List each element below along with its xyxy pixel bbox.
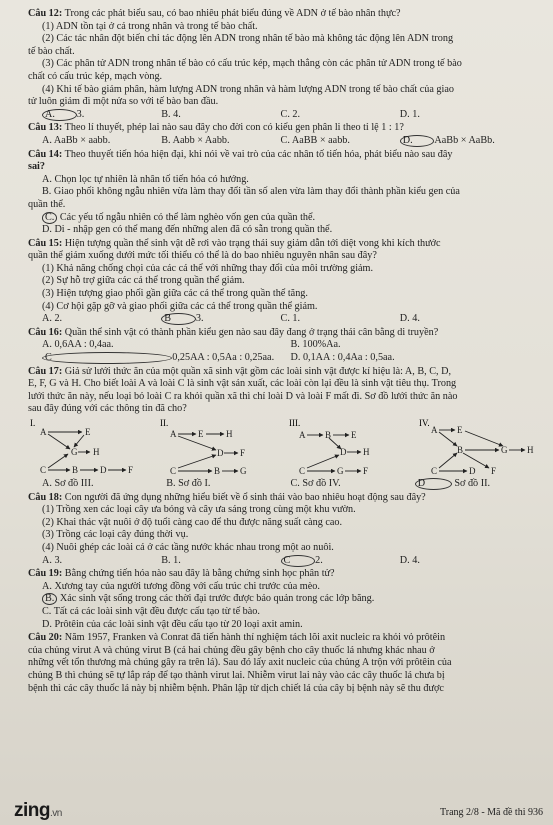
answer-options bbox=[28, 313, 539, 326]
question-stem-continued: của chủng virut A và chủng virut B (cả hai chủng đều gây bệnh cho cây thuốc lá nhưng khác nhau ở bbox=[28, 644, 435, 656]
option-c[interactable]: C. Sơ đồ IV. bbox=[290, 478, 341, 489]
question-stem-continued: bệnh thì các cây thuốc lá này bị nhiễm bệnh. Phân lập từ dịch chiết lá của cây bị bệnh này sẽ thu được bbox=[28, 682, 444, 694]
option-text: Sơ đồ II. bbox=[451, 478, 491, 489]
answer-options bbox=[28, 478, 539, 491]
option-c[interactable] bbox=[281, 555, 400, 568]
svg-text:H: H bbox=[363, 447, 370, 457]
svg-text:H: H bbox=[93, 447, 100, 457]
question-stem: Hiện tượng quần thể sinh vật dễ rơi vào trạng thái suy giảm dẫn tới diệt vong khi kích thước bbox=[64, 237, 441, 249]
diagram-label: IV. bbox=[418, 418, 430, 428]
statement: (3) Trồng các loại cây đúng thời vụ. bbox=[42, 529, 189, 541]
circled-answer-mark: A. bbox=[42, 109, 77, 121]
svg-text:F: F bbox=[363, 466, 369, 476]
svg-text:G: G bbox=[337, 466, 344, 476]
diagram-label: III. bbox=[289, 418, 301, 428]
answer-options bbox=[28, 555, 539, 568]
food-web-diagram-4 bbox=[417, 418, 539, 478]
question-stem: Theo lí thuyết, phép lai nào sau đây cho đời con có kiểu gen phân li theo tỉ lệ 1 : 1? bbox=[64, 122, 404, 134]
option-a[interactable]: A. Sơ đồ III. bbox=[42, 478, 94, 489]
svg-text:E: E bbox=[351, 430, 357, 440]
question-number: Câu 18: bbox=[28, 491, 63, 503]
option-d[interactable]: D. 1. bbox=[399, 108, 420, 120]
option-a[interactable]: A. Chọn lọc tự nhiên là nhân tố tiến hóa có hướng. bbox=[42, 173, 249, 185]
question-stem-continued: sau đây đúng với các thông tin đã cho? bbox=[28, 403, 187, 415]
question-stem-continued: chủng B thì chúng sẽ tự lắp ráp để tạo thành virut lai. Nhiễm virut lai này vào các cây thuốc lá chưa bị bbox=[28, 669, 445, 681]
statement: (2) Khai thác vật nuôi ở độ tuổi càng cao để thu được năng suất càng cao. bbox=[42, 516, 343, 528]
question-number: Câu 12: bbox=[28, 8, 63, 19]
question-14 bbox=[28, 149, 539, 237]
logo-text: zing bbox=[14, 800, 50, 822]
question-stem-continued: sai? bbox=[28, 161, 45, 173]
food-web-diagram-2 bbox=[158, 418, 280, 478]
statement: (2) Sự hỗ trợ giữa các cá thể trong quần thể giảm. bbox=[42, 275, 245, 287]
question-stem-continued: quần thể giảm xuống dưới mức tối thiểu có thể là do bao nhiêu nguyên nhân sau đây? bbox=[28, 250, 377, 262]
svg-text:C: C bbox=[169, 466, 176, 476]
page-footer bbox=[0, 801, 553, 825]
question-13 bbox=[28, 122, 539, 147]
svg-text:F: F bbox=[239, 448, 245, 458]
question-stem: Theo thuyết tiến hóa hiện đại, khi nói về vai trò của các nhân tố tiến hóa, phát biểu nào sau đây bbox=[64, 148, 453, 160]
option-d[interactable]: D. 4. bbox=[399, 313, 420, 325]
statement: (3) Hiện tượng giao phối gần giữa các cá thể trong quần thể tăng. bbox=[42, 288, 308, 300]
zing-logo bbox=[14, 800, 62, 822]
svg-text:B: B bbox=[213, 466, 220, 476]
option-b[interactable]: B. Aabb × Aabb. bbox=[161, 134, 230, 146]
question-15 bbox=[28, 238, 539, 326]
question-number: Câu 17: bbox=[28, 365, 63, 377]
option-b[interactable]: B. 4. bbox=[161, 108, 181, 120]
question-stem: Con người đã ứng dụng những hiểu biết về ổ sinh thái vào bao nhiêu hoạt động sau đây? bbox=[64, 491, 426, 503]
option-b-continued: quần thể. bbox=[28, 198, 66, 210]
circled-answer-mark: D bbox=[415, 478, 452, 490]
svg-text:D: D bbox=[468, 466, 476, 476]
svg-text:C: C bbox=[430, 466, 437, 476]
option-a[interactable]: A. Xương tay của người tương đồng với cấu trúc chi trước của mèo. bbox=[42, 580, 320, 592]
question-19 bbox=[28, 568, 539, 631]
svg-text:A: A bbox=[169, 429, 177, 439]
svg-text:A: A bbox=[430, 425, 438, 435]
svg-text:F: F bbox=[128, 465, 134, 475]
svg-text:H: H bbox=[225, 429, 233, 439]
question-number: Câu 15: bbox=[28, 237, 63, 249]
svg-text:A: A bbox=[299, 430, 306, 440]
question-stem: Bằng chứng tiến hóa nào sau đây là bằng chứng sinh học phân tử? bbox=[64, 568, 335, 580]
statement: (4) Cơ hội gặp gỡ và giao phối giữa các cá thể trong quần thể giảm. bbox=[42, 300, 318, 312]
option-text: 3. bbox=[76, 108, 85, 120]
svg-text:G: G bbox=[500, 445, 508, 455]
circled-answer-mark: C. bbox=[42, 212, 57, 224]
option-d[interactable]: D. Di - nhập gen có thể mang đến những alen đã có sẵn trong quần thể. bbox=[42, 224, 333, 236]
option-text: 3. bbox=[195, 313, 204, 325]
question-number: Câu 19: bbox=[28, 568, 63, 580]
option-b[interactable]: B. Giao phối không ngẫu nhiên vừa làm thay đổi tần số alen vừa làm thay đổi thành phần kiểu gen của bbox=[42, 186, 460, 198]
statement: (1) ADN tồn tại ở cả trong nhân và trong tế bào chất. bbox=[42, 20, 258, 32]
svg-text:C: C bbox=[40, 465, 47, 475]
option-c[interactable] bbox=[42, 352, 291, 365]
svg-text:G: G bbox=[239, 466, 247, 476]
svg-text:E: E bbox=[197, 429, 204, 439]
option-d[interactable]: D. 4. bbox=[399, 554, 420, 566]
svg-text:D: D bbox=[340, 447, 347, 457]
statement: (1) Khả năng chống chọi của các cá thể với những thay đổi của môi trường giảm. bbox=[42, 262, 374, 274]
question-stem-continued: lưới thức ăn này, nếu loại bỏ loài C ra khỏi quần xã thì chỉ loài D và loài F mất đi. Sơ đồ lưới thức ăn nào bbox=[28, 390, 458, 402]
statement: (2) Các tác nhân đột biến chỉ tác động lên ADN trong nhân tế bào mà không tác động lên ADN trong bbox=[42, 33, 454, 45]
option-a[interactable]: A. AaBb × aabb. bbox=[42, 134, 111, 146]
statement: (4) Khi tế bào giảm phân, hàm lượng ADN trong nhân và hàm lượng ADN trong tế bào chất của giao bbox=[42, 83, 454, 95]
svg-text:H: H bbox=[526, 445, 534, 455]
option-text: Xác sinh vật sống trong các thời đại trước được bảo quản trong các lớp băng. bbox=[57, 593, 375, 605]
option-text: Các yếu tố ngẫu nhiên có thể làm nghèo vốn gen của quần thể. bbox=[57, 211, 316, 223]
svg-text:B: B bbox=[325, 430, 332, 440]
circled-answer-mark: C bbox=[281, 555, 316, 567]
option-d[interactable] bbox=[400, 135, 519, 148]
statement-continued: tử luôn giảm đi một nửa so với tế bào ban đầu. bbox=[28, 96, 219, 108]
answer-options bbox=[28, 135, 539, 148]
svg-text:E: E bbox=[85, 427, 91, 437]
statement-continued: tế bào chất. bbox=[28, 45, 75, 57]
option-b[interactable] bbox=[28, 593, 539, 606]
option-b[interactable] bbox=[161, 313, 280, 326]
option-c[interactable]: C. 2. bbox=[280, 108, 301, 120]
food-web-diagram-1 bbox=[28, 418, 150, 478]
question-17 bbox=[28, 366, 539, 491]
food-web-diagrams bbox=[28, 418, 539, 478]
answer-options bbox=[28, 352, 539, 365]
question-stem: Giả sử lưới thức ăn của một quần xã sinh vật gồm các loài sinh vật được kí hiệu là: A, B, C, D, bbox=[64, 365, 452, 377]
option-a[interactable]: A. 2. bbox=[42, 313, 63, 325]
food-web-diagram-3 bbox=[287, 418, 409, 478]
option-d[interactable] bbox=[415, 478, 539, 491]
circled-answer-mark: B bbox=[161, 313, 196, 325]
statement-continued: chất có cấu trúc kép, mạch vòng. bbox=[28, 70, 163, 82]
question-number: Câu 16: bbox=[28, 326, 63, 338]
question-number: Câu 14: bbox=[28, 148, 63, 160]
question-number: Câu 13: bbox=[28, 122, 63, 134]
svg-text:D: D bbox=[100, 465, 107, 475]
svg-text:F: F bbox=[490, 466, 496, 476]
option-text: AaBb × AaBb. bbox=[434, 134, 495, 146]
logo-suffix: .vn bbox=[50, 808, 62, 820]
svg-text:C: C bbox=[299, 466, 306, 476]
option-a[interactable]: A. 3. bbox=[42, 554, 63, 566]
svg-text:B: B bbox=[72, 465, 79, 475]
svg-text:E: E bbox=[456, 425, 463, 435]
answer-options bbox=[28, 339, 539, 352]
svg-text:D: D bbox=[216, 448, 224, 458]
question-stem: Quần thể sinh vật có thành phần kiểu gen nào sau đây đang ở trạng thái cân bằng di truyền? bbox=[64, 326, 439, 338]
option-c[interactable]: C. 1. bbox=[280, 313, 301, 325]
option-d[interactable]: D. 0,1AA : 0,4Aa : 0,5aa. bbox=[290, 352, 395, 364]
question-stem: Trong các phát biểu sau, có bao nhiêu phát biểu đúng về ADN ở tế bào nhân thực? bbox=[64, 8, 401, 19]
option-b[interactable]: B. Sơ đồ I. bbox=[166, 478, 211, 489]
option-a[interactable]: A. 0,6AA : 0,4aa. bbox=[42, 339, 114, 351]
svg-text:A: A bbox=[40, 427, 47, 437]
question-stem-continued: những vết tổn thương mà chúng gây ra trên lá). Sau đó lấy axit nucleic của chủng A trộn với prôtêin của bbox=[28, 657, 452, 669]
option-c[interactable]: C. Tất cả các loài sinh vật đều được cấu tạo từ tế bào. bbox=[42, 605, 260, 617]
question-stem: Năm 1957, Franken và Conrat đã tiến hành thí nghiệm tách lõi axit nucleic ra khỏi vỏ prôtêin bbox=[64, 632, 446, 644]
option-a[interactable] bbox=[42, 109, 161, 122]
circled-answer-mark: B. bbox=[42, 593, 57, 605]
diagram-label: II. bbox=[159, 418, 168, 428]
svg-text:G: G bbox=[71, 447, 78, 457]
page-info: Trang 2/8 - Mã đề thi 936 bbox=[440, 806, 543, 818]
diagram-label: I. bbox=[30, 418, 36, 428]
question-12 bbox=[28, 8, 539, 121]
answer-options bbox=[28, 109, 539, 122]
question-16 bbox=[28, 327, 539, 365]
option-text: 0,25AA : 0,5Aa : 0,25aa. bbox=[172, 352, 275, 364]
option-c[interactable] bbox=[28, 212, 539, 225]
statement: (4) Nuôi ghép các loài cá ở các tầng nước khác nhau trong một ao nuôi. bbox=[42, 541, 334, 553]
option-b[interactable]: B. 100%Aa. bbox=[290, 339, 341, 351]
statement: (1) Trồng xen các loại cây ưa bóng và cây ưa sáng trong cùng một khu vườn. bbox=[42, 504, 356, 516]
statement: (3) Các phân tử ADN trong nhân tế bào có cấu trúc kép, mạch thẳng còn các phân tử ADN trong tế bào bbox=[42, 58, 462, 70]
question-stem-continued: E, F, G và H. Cho biết loài A và loài C là sinh vật sản xuất, các loài còn lại đều là sinh vật tiêu thụ. Trong bbox=[28, 378, 457, 390]
option-b[interactable]: B. 1. bbox=[161, 554, 181, 566]
circled-answer-mark: C bbox=[42, 352, 172, 364]
question-20 bbox=[28, 632, 539, 695]
question-number: Câu 20: bbox=[28, 632, 63, 644]
svg-text:B: B bbox=[456, 445, 463, 455]
question-18 bbox=[28, 492, 539, 568]
circled-answer-mark: D. bbox=[400, 135, 435, 147]
option-text: 2. bbox=[315, 554, 323, 566]
option-c[interactable]: C. AaBB × aabb. bbox=[280, 134, 350, 146]
option-d[interactable]: D. Prôtêin của các loài sinh vật đều cấu tạo từ 20 loại axit amin. bbox=[42, 618, 303, 630]
